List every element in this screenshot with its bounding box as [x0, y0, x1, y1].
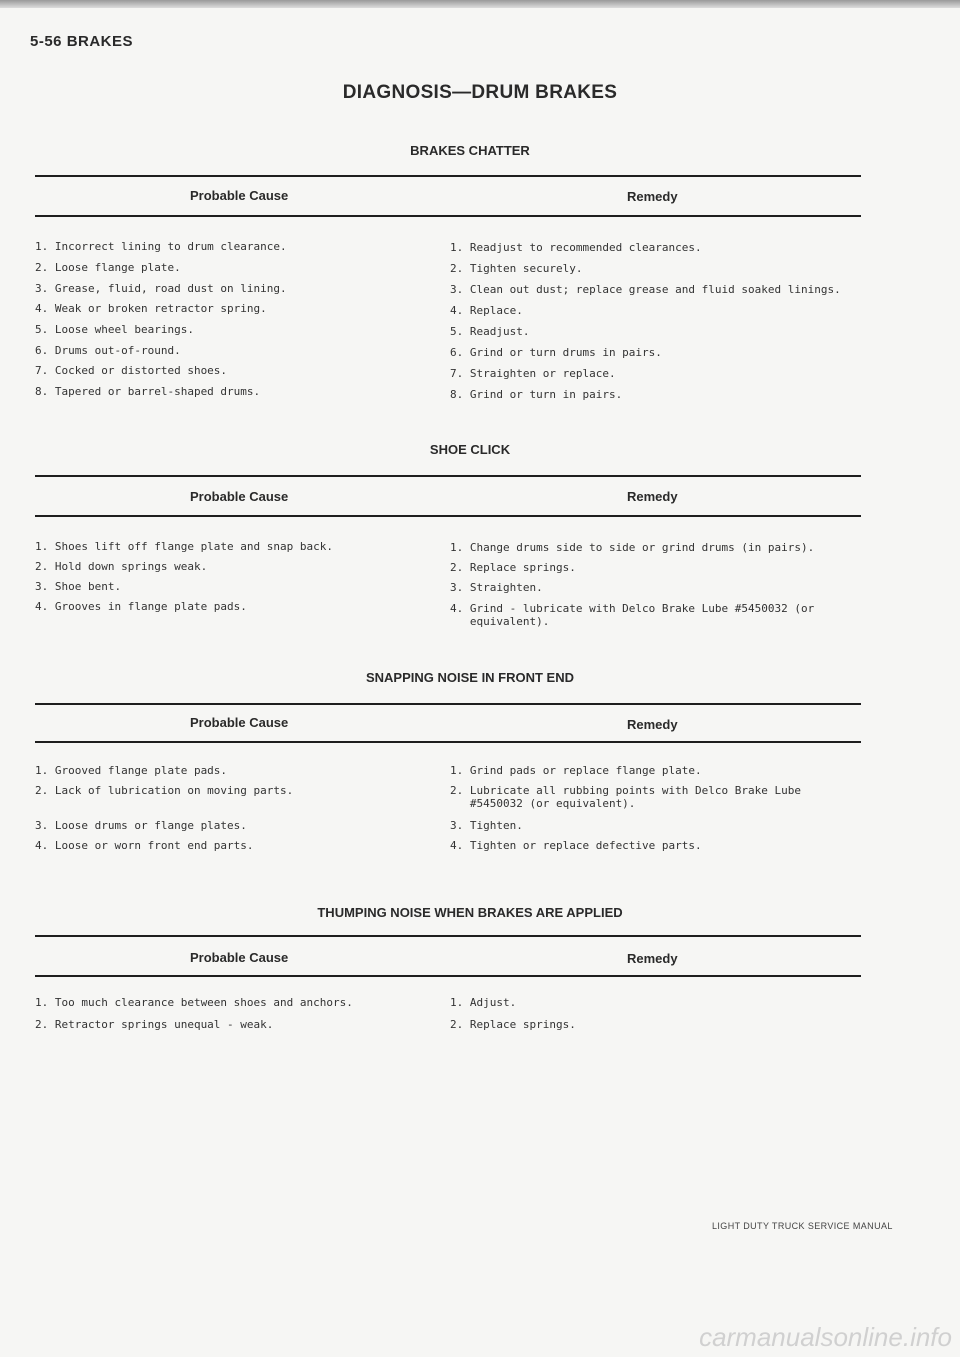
cause-item: 3. Shoe bent.: [35, 580, 122, 593]
remedy-header: Remedy: [627, 951, 678, 966]
section-title-snapping-noise: SNAPPING NOISE IN FRONT END: [365, 670, 575, 685]
cause-item: 8. Tapered or barrel-shaped drums.: [35, 385, 261, 398]
remedy-header: Remedy: [627, 189, 678, 204]
cause-item: 2. Lack of lubrication on moving parts.: [35, 784, 294, 797]
remedy-item: 8. Grind or turn in pairs.: [450, 388, 623, 401]
cause-item: 2. Retractor springs unequal - weak.: [35, 1018, 274, 1031]
remedy-item: 1. Grind pads or replace flange plate.: [450, 764, 702, 777]
rule: [35, 975, 861, 977]
cause-item: 5. Loose wheel bearings.: [35, 323, 194, 336]
section-title-brakes-chatter: BRAKES CHATTER: [410, 143, 530, 158]
remedy-item: 3. Clean out dust; replace grease and fluid soaked linings.: [450, 283, 841, 296]
cause-item: 2. Loose flange plate.: [35, 261, 181, 274]
cause-item: 1. Shoes lift off flange plate and snap back.: [35, 540, 334, 553]
remedy-item: 4. Grind - lubricate with Delco Brake Lube #5450032 (or equivalent).: [450, 602, 815, 628]
remedy-item: 2. Tighten securely.: [450, 262, 583, 275]
manual-footer: LIGHT DUTY TRUCK SERVICE MANUAL: [712, 1221, 893, 1231]
cause-item: 4. Weak or broken retractor spring.: [35, 302, 267, 315]
remedy-item: 2. Lubricate all rubbing points with Delco Brake Lube #5450032 (or equivalent).: [450, 784, 801, 810]
remedy-item: 5. Readjust.: [450, 325, 530, 338]
page-header: 5-56 BRAKES: [30, 33, 134, 50]
rule: [35, 215, 861, 217]
remedy-item: 6. Grind or turn drums in pairs.: [450, 346, 662, 359]
remedy-item: 4. Replace.: [450, 304, 523, 317]
cause-item: 6. Drums out-of-round.: [35, 344, 181, 357]
cause-item: 1. Grooved flange plate pads.: [35, 764, 228, 777]
remedy-item: 2. Replace springs.: [450, 561, 576, 574]
cause-header: Probable Cause: [190, 188, 289, 203]
remedy-item: 7. Straighten or replace.: [450, 367, 616, 380]
rule: [35, 935, 861, 937]
remedy-header: Remedy: [627, 717, 678, 732]
rule: [35, 703, 861, 705]
cause-item: 4. Grooves in flange plate pads.: [35, 600, 247, 613]
watermark: carmanualsonline.info: [699, 1322, 952, 1352]
section-title-shoe-click: SHOE CLICK: [429, 442, 511, 457]
section-title-thumping-noise: THUMPING NOISE WHEN BRAKES ARE APPLIED: [317, 905, 623, 920]
remedy-item: 3. Tighten.: [450, 819, 523, 832]
remedy-item: 1. Readjust to recommended clearances.: [450, 241, 702, 254]
page-title: DIAGNOSIS—DRUM BRAKES: [342, 82, 618, 103]
rule: [35, 741, 861, 743]
remedy-header: Remedy: [627, 489, 678, 504]
remedy-item: 1. Adjust.: [450, 996, 517, 1009]
rule: [35, 475, 861, 477]
remedy-item: 2. Replace springs.: [450, 1018, 576, 1031]
cause-item: 3. Loose drums or flange plates.: [35, 819, 247, 832]
rule: [35, 175, 861, 177]
cause-header: Probable Cause: [190, 950, 289, 965]
remedy-item: 3. Straighten.: [450, 581, 543, 594]
top-border: [0, 0, 960, 8]
cause-item: 4. Loose or worn front end parts.: [35, 839, 254, 852]
rule: [35, 515, 861, 517]
cause-item: 1. Too much clearance between shoes and anchors.: [35, 996, 353, 1009]
cause-header: Probable Cause: [190, 489, 289, 504]
cause-item: 1. Incorrect lining to drum clearance.: [35, 240, 287, 253]
remedy-item: 4. Tighten or replace defective parts.: [450, 839, 702, 852]
cause-header: Probable Cause: [190, 715, 289, 730]
cause-item: 7. Cocked or distorted shoes.: [35, 364, 228, 377]
cause-item: 2. Hold down springs weak.: [35, 560, 208, 573]
cause-item: 3. Grease, fluid, road dust on lining.: [35, 282, 287, 295]
remedy-item: 1. Change drums side to side or grind drums (in pairs).: [450, 541, 815, 554]
